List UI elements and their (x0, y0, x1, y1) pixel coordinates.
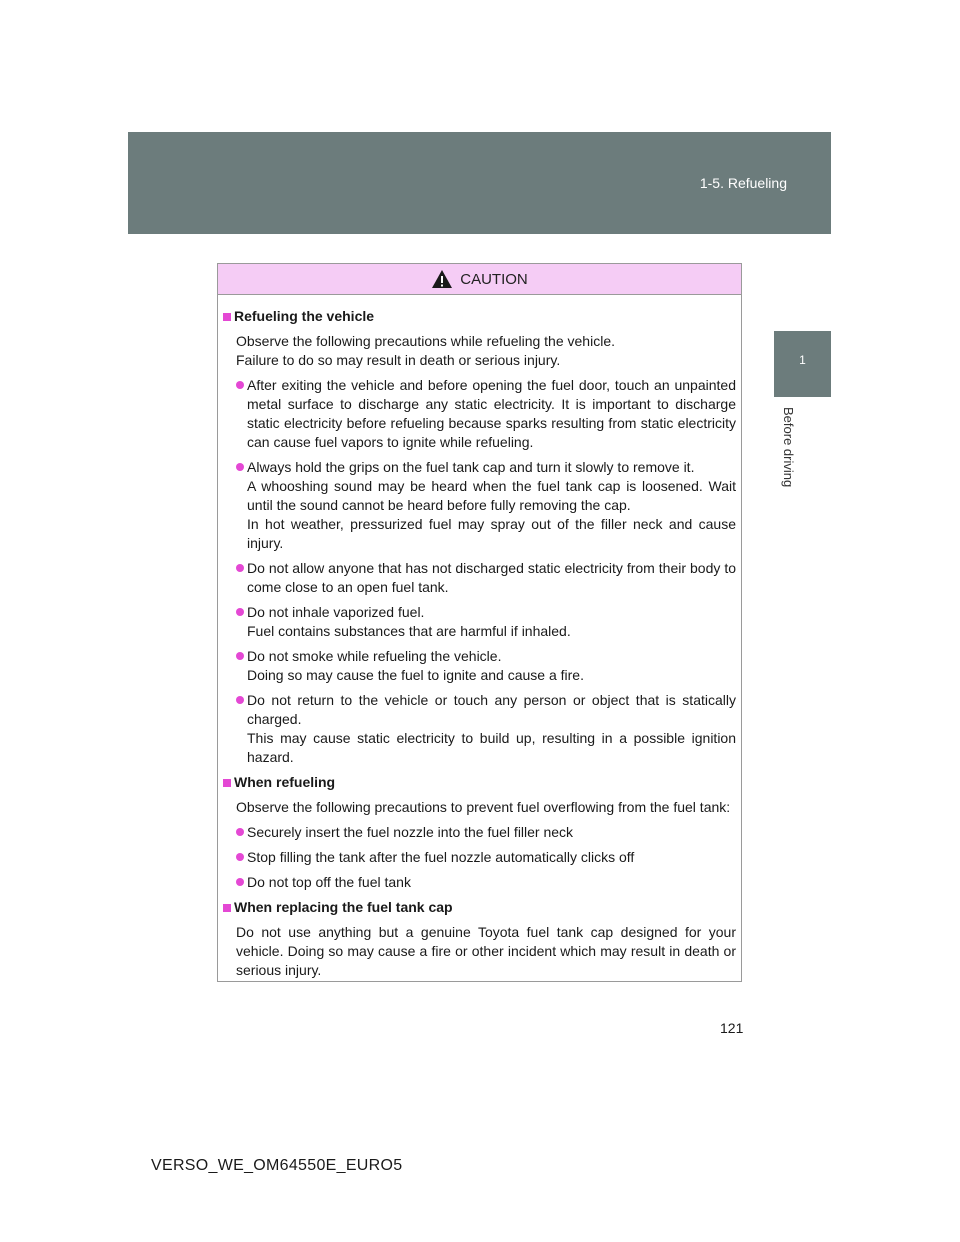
square-bullet-icon (223, 904, 231, 912)
section-intro: Do not use anything but a genuine Toyota fuel tank cap designed for your vehicle. Doing so may cause a fire or other incident which may result in death or serious injury. (236, 924, 736, 978)
section-heading-text: When replacing the fuel tank cap (234, 899, 453, 915)
section-title: 1-5. Refueling (699, 175, 787, 191)
list-item-text: Fuel contains substances that are harmful if inhaled. (247, 623, 571, 639)
list-item-text: Securely insert the fuel nozzle into the fuel filler neck (247, 824, 574, 840)
warning-triangle-icon (431, 269, 453, 289)
section-heading (223, 307, 736, 326)
round-bullet-icon (236, 828, 244, 836)
round-bullet-icon (236, 853, 244, 861)
round-bullet-icon (236, 652, 244, 660)
document-code: VERSO_WE_OM64550E_EURO5 (151, 1157, 403, 1174)
caution-body (218, 295, 741, 980)
round-bullet-icon (236, 564, 244, 572)
list-item-text: This may cause static electricity to build up, resulting in a possible ignition hazard. (247, 730, 736, 765)
round-bullet-icon (236, 381, 244, 389)
square-bullet-icon (223, 313, 231, 321)
caution-box (217, 263, 742, 982)
section-heading (223, 898, 736, 917)
list-item (247, 647, 736, 685)
list-item (247, 823, 736, 842)
section-intro (236, 332, 736, 370)
caution-title: CAUTION (460, 270, 528, 288)
list-item (247, 848, 736, 867)
caution-header (218, 264, 741, 295)
list-item (247, 603, 736, 641)
list-item (247, 559, 736, 597)
section-intro: Observe the following precautions to prevent fuel overflowing from the fuel tank: (236, 799, 731, 815)
section-heading (223, 773, 736, 792)
intro-line: Observe the following precautions while refueling the vehicle. (236, 333, 615, 349)
list-item-text: A whooshing sound may be heard when the fuel tank cap is loosened. Wait until the sound cannot be heard before fully removing the cap. (247, 478, 736, 513)
section-heading-text: Refueling the vehicle (234, 308, 375, 324)
round-bullet-icon (236, 696, 244, 704)
list-item (247, 458, 736, 553)
list-item-text: Do not return to the vehicle or touch any person or object that is statically charged. (247, 692, 736, 727)
intro-line: Failure to do so may result in death or serious injury. (236, 352, 561, 368)
list-item-text: Stop filling the tank after the fuel nozzle automatically clicks off (247, 849, 635, 865)
round-bullet-icon (236, 463, 244, 471)
list-item (247, 691, 736, 767)
list-item-text: Do not top off the fuel tank (247, 874, 411, 890)
chapter-label: Before driving (781, 407, 796, 488)
list-item-text: After exiting the vehicle and before opening the fuel door, touch an unpainted metal surface to discharge any static electricity. It is important to discharge static electricity before refueling because sparks resulting from static electricity can cause fuel vapors to ignite while refueling. (247, 377, 736, 450)
list-item (247, 376, 736, 452)
square-bullet-icon (223, 779, 231, 787)
chapter-number: 1 (799, 353, 806, 367)
chapter-tab (774, 331, 831, 397)
header-band (128, 132, 831, 234)
list-item (247, 873, 736, 892)
list-item-text: In hot weather, pressurized fuel may spray out of the filler neck and cause injury. (247, 516, 736, 551)
list-item-text: Doing so may cause the fuel to ignite and cause a fire. (247, 667, 584, 683)
page-number: 121 (720, 1020, 744, 1036)
round-bullet-icon (236, 878, 244, 886)
list-item-text: Do not allow anyone that has not discharged static electricity from their body to come close to an open fuel tank. (247, 560, 736, 595)
list-item-text: Do not inhale vaporized fuel. (247, 604, 425, 620)
section-heading-text: When refueling (234, 774, 336, 790)
list-item-text: Do not smoke while refueling the vehicle. (247, 648, 502, 664)
list-item-text: Always hold the grips on the fuel tank cap and turn it slowly to remove it. (247, 459, 695, 475)
round-bullet-icon (236, 608, 244, 616)
